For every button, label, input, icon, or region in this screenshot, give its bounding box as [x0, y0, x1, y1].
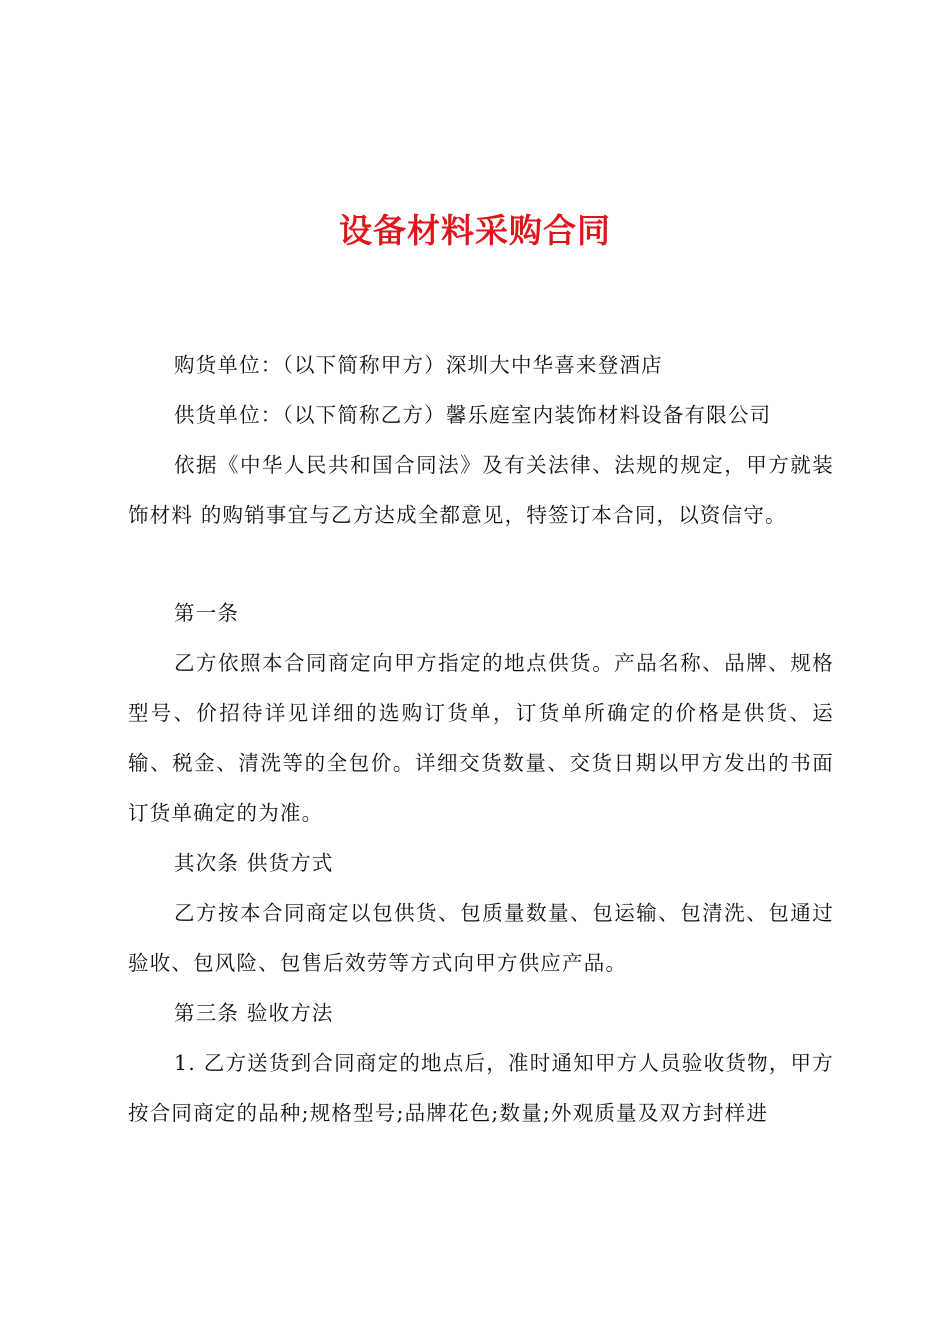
- article-3-item-1: 1. 乙方送货到合同商定的地点后，准时通知甲方人员验收货物，甲方按合同商定的品种;规格型号;品牌花色;数量;外观质量及双方封样进: [128, 1051, 834, 1125]
- article-1-heading: 第一条: [174, 601, 240, 625]
- article-3-heading: 第三条 验收方法: [174, 1001, 334, 1025]
- preamble-paragraph: 依据《中华人民共和国合同法》及有关法律、法规的规定，甲方就装饰材料 的购销事宜与乙方达成全都意见，特签订本合同，以资信守。: [128, 453, 834, 527]
- section-spacer: [128, 540, 834, 588]
- contract-title: 设备材料采购合同: [339, 211, 611, 250]
- contract-body: [128, 340, 834, 1138]
- supplier-line: 供货单位：（以下简称乙方）馨乐庭室内装饰材料设备有限公司: [174, 403, 772, 427]
- article-2-paragraph: 乙方按本合同商定以包供货、包质量数量、包运输、包清洗、包通过验收、包风险、包售后效劳等方式向甲方供应产品。: [128, 901, 834, 975]
- article-2-heading: 其次条 供货方式: [174, 851, 334, 875]
- article-1-paragraph: 乙方依照本合同商定向甲方指定的地点供货。产品名称、品牌、规格型号、价招待详见详细的选购订货单，订货单所确定的价格是供货、运输、税金、清洗等的全包价。详细交货数量、交货日期以甲方发出的书面订货单确定的为准。: [128, 651, 834, 825]
- buyer-line: 购货单位：（以下简称甲方）深圳大中华喜来登酒店: [174, 353, 663, 377]
